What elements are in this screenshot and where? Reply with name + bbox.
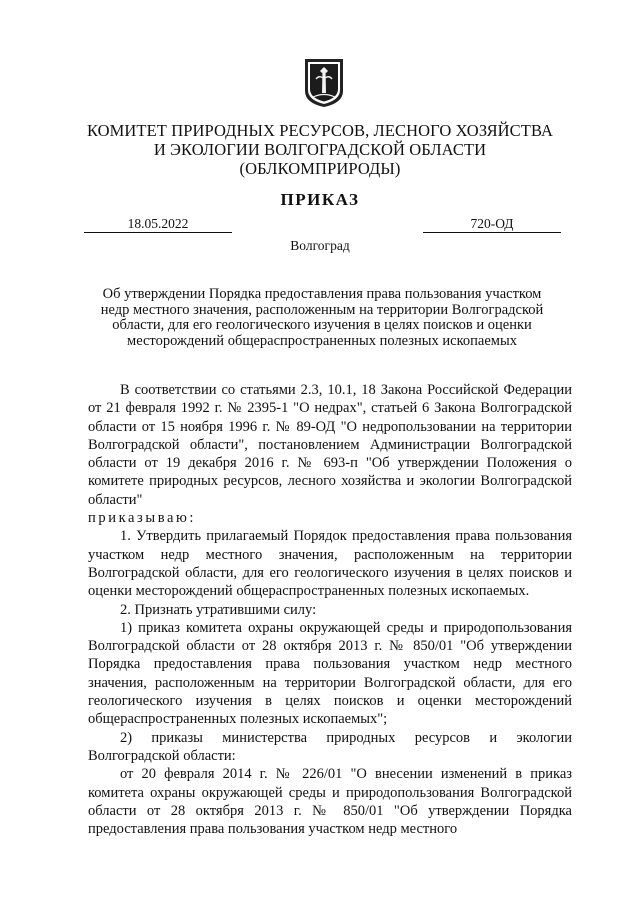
preamble-paragraph: В соответствии со статьями 2.3, 10.1, 18 Закона Российской Федерации от 21 февраля 1992 г. № 2395-1 "О недрах", статьей 6 Закона Волгоградской области от 15 ноября 1996 г. № 89-ОД "О недропользовании на территории Волгоградской области", постановлением Администрации Волгоградской области от 19 декабря 2016 г. № 693-п "Об утверждении Положения о комитете природных ресурсов, лесного хозяйства и экологии Волгоградской области" — [88, 382, 572, 508]
item-2-1-paragraph: 1) приказ комитета охраны окружающей среды и природопользования Волгоградской области от 28 октября 2013 г. № 850/01 "Об утверждении Порядка предоставления права пользования участком недр местного значения, расположенным на территории Волгоградской области, для его геологического изучения в целях поисков и оценки месторождений общераспространенных полезных ископаемых"; — [88, 619, 572, 728]
coat-of-arms-emblem — [303, 57, 345, 109]
item-2-2-a-paragraph: от 20 февраля 2014 г. № 226/01 "О внесении изменений в приказ комитета охраны окружающей среды и природопользования Волгоградской области от 28 октября 2013 г. № 850/01 "Об утверждении Порядка предоставления права пользования участком недр местного — [88, 766, 572, 838]
order-number: 720-ОД — [423, 215, 561, 233]
item-2-paragraph: 2. Признать утратившими силу: — [120, 601, 317, 618]
org-line-3: (ОБЛКОМПРИРОДЫ) — [239, 159, 401, 178]
org-line-1: КОМИТЕТ ПРИРОДНЫХ РЕСУРСОВ, ЛЕСНОГО ХОЗЯЙСТВА — [86, 121, 554, 140]
city-name: Волгоград — [290, 238, 350, 253]
order-body — [88, 381, 572, 838]
order-date: 18.05.2022 — [84, 215, 232, 233]
organization-name — [60, 121, 580, 178]
subject-line-1: Об утверждении Порядка предоставления права пользования участком — [102, 286, 542, 302]
item-1-paragraph: 1. Утвердить прилагаемый Порядок предоставления права пользования участком недр местного значения, расположенным на территории Волгоградской области, для его геологического изучения в целях поисков и оценки месторождений общераспространенных полезных ископаемых. — [88, 528, 572, 600]
item-2-2-paragraph: 2) приказы министерства природных ресурсов и экологии Волгоградской области: — [88, 729, 572, 764]
order-subject — [88, 287, 556, 349]
order-word: приказываю: — [88, 510, 197, 527]
document-type-title: ПРИКАЗ — [280, 190, 360, 209]
subject-line-3: области, для его геологического изучения в целях поисков и оценки — [112, 317, 532, 333]
subject-line-2: недр местного значения, расположенным на территории Волгоградской — [100, 301, 544, 318]
subject-line-4: месторождений общераспространенных полезных ископаемых — [127, 332, 517, 349]
org-line-2: И ЭКОЛОГИИ ВОЛГОГРАДСКОЙ ОБЛАСТИ — [153, 140, 487, 159]
